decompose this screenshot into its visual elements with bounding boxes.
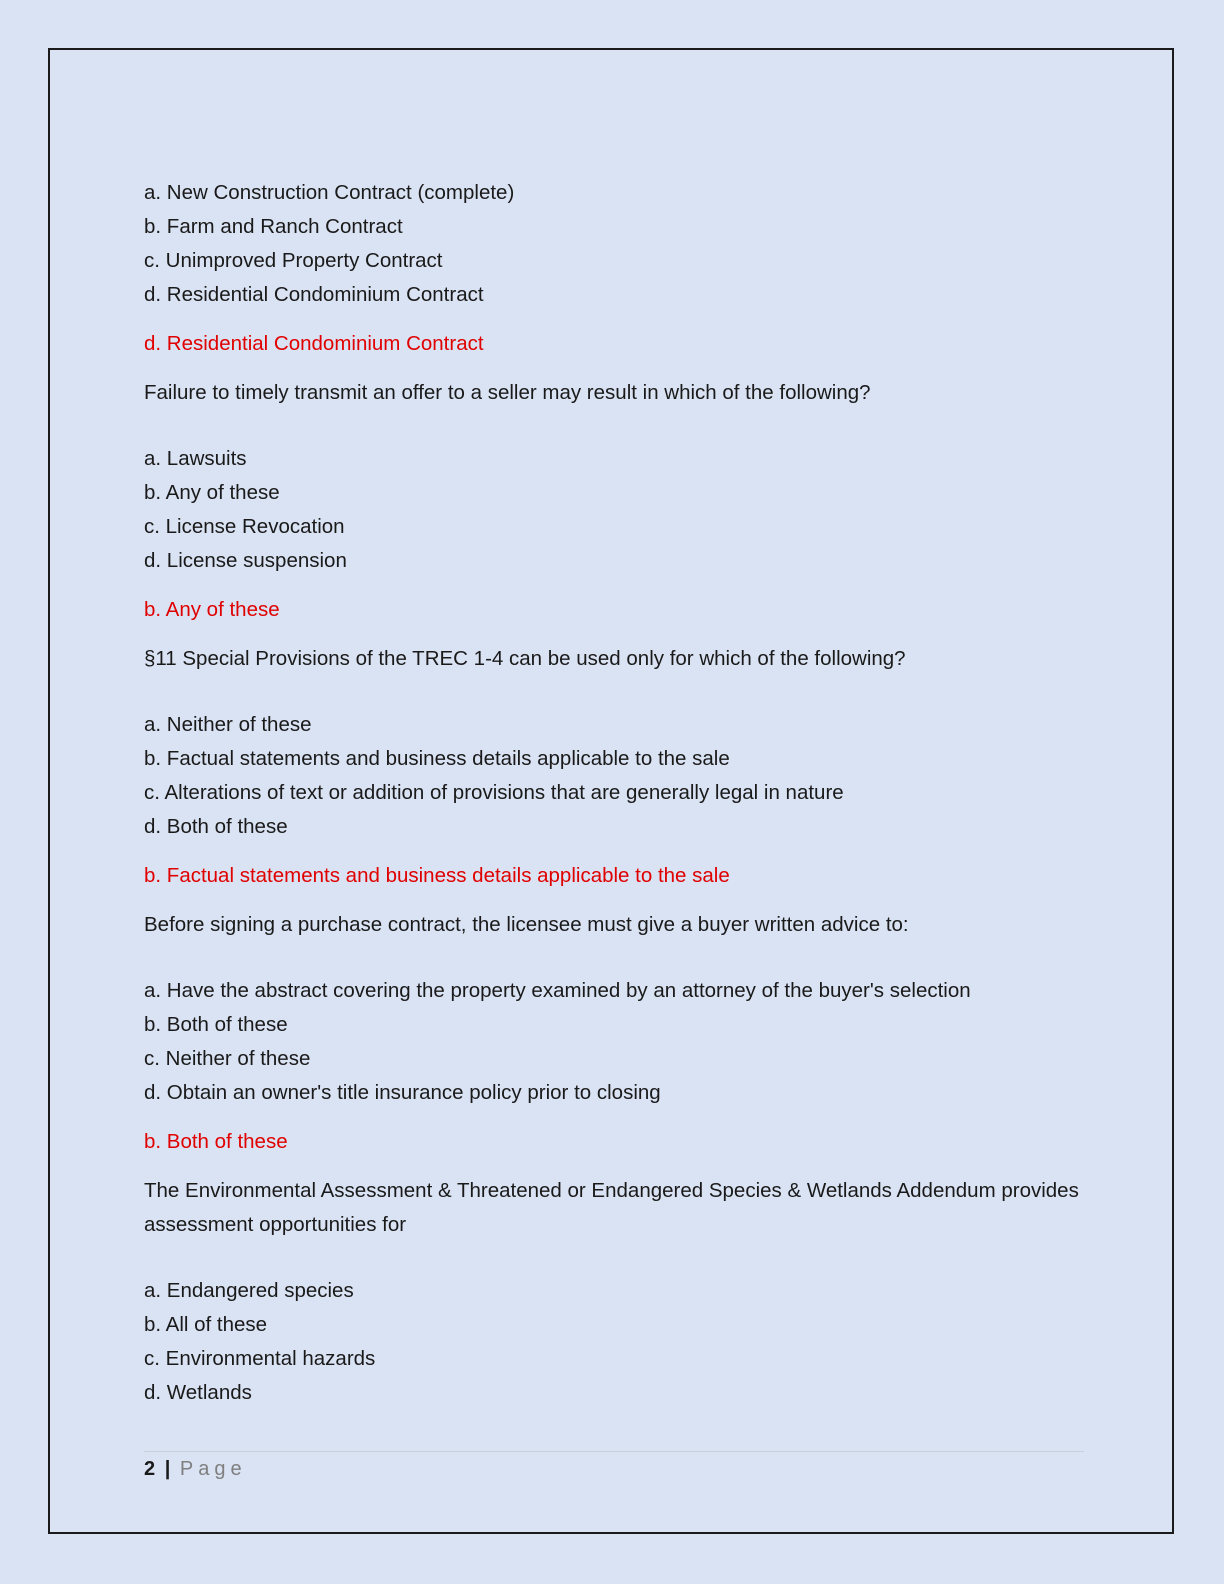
question-text: §11 Special Provisions of the TREC 1-4 can be used only for which of the following?	[144, 647, 906, 670]
answer-option: b. Both of these	[144, 1013, 288, 1036]
answer-option: b. Factual statements and business details applicable to the sale	[144, 747, 730, 770]
answer-option: d. Obtain an owner's title insurance policy prior to closing	[144, 1081, 661, 1104]
answer-option: d. Residential Condominium Contract	[144, 283, 484, 306]
answer-option: d. License suspension	[144, 549, 347, 572]
correct-answer: b. Any of these	[144, 598, 280, 621]
page-number: 2	[144, 1458, 156, 1480]
answer-option: b. Farm and Ranch Contract	[144, 215, 403, 238]
answer-option: c. Alterations of text or addition of provisions that are generally legal in nature	[144, 781, 844, 804]
answer-option: c. Neither of these	[144, 1047, 311, 1070]
correct-answer: b. Both of these	[144, 1130, 288, 1153]
footer-divider	[144, 1451, 1084, 1452]
answer-option: a. Have the abstract covering the property examined by an attorney of the buyer's selection	[144, 979, 971, 1002]
page-label: Page	[179, 1458, 247, 1480]
footer-separator: |	[164, 1458, 171, 1480]
answer-option: d. Both of these	[144, 815, 288, 838]
answer-option: b. Any of these	[144, 481, 280, 504]
document-body	[144, 176, 1084, 1410]
answer-option: c. Unimproved Property Contract	[144, 249, 443, 272]
correct-answer: d. Residential Condominium Contract	[144, 332, 484, 355]
answer-option: b. All of these	[144, 1313, 268, 1336]
correct-answer: b. Factual statements and business details applicable to the sale	[144, 864, 730, 887]
answer-option: c. Environmental hazards	[144, 1347, 376, 1370]
answer-option: a. New Construction Contract (complete)	[144, 181, 515, 204]
page-footer	[144, 1455, 247, 1483]
question-text: Failure to timely transmit an offer to a seller may result in which of the following?	[144, 381, 871, 404]
question-text: The Environmental Assessment & Threatened or Endangered Species & Wetlands Addendum provides assessment opportunities for	[144, 1179, 1079, 1236]
answer-option: c. License Revocation	[144, 515, 345, 538]
question-text: Before signing a purchase contract, the licensee must give a buyer written advice to:	[144, 913, 909, 936]
answer-option: a. Neither of these	[144, 713, 312, 736]
answer-option: d. Wetlands	[144, 1381, 252, 1404]
answer-option: a. Lawsuits	[144, 447, 247, 470]
answer-option: a. Endangered species	[144, 1279, 354, 1302]
